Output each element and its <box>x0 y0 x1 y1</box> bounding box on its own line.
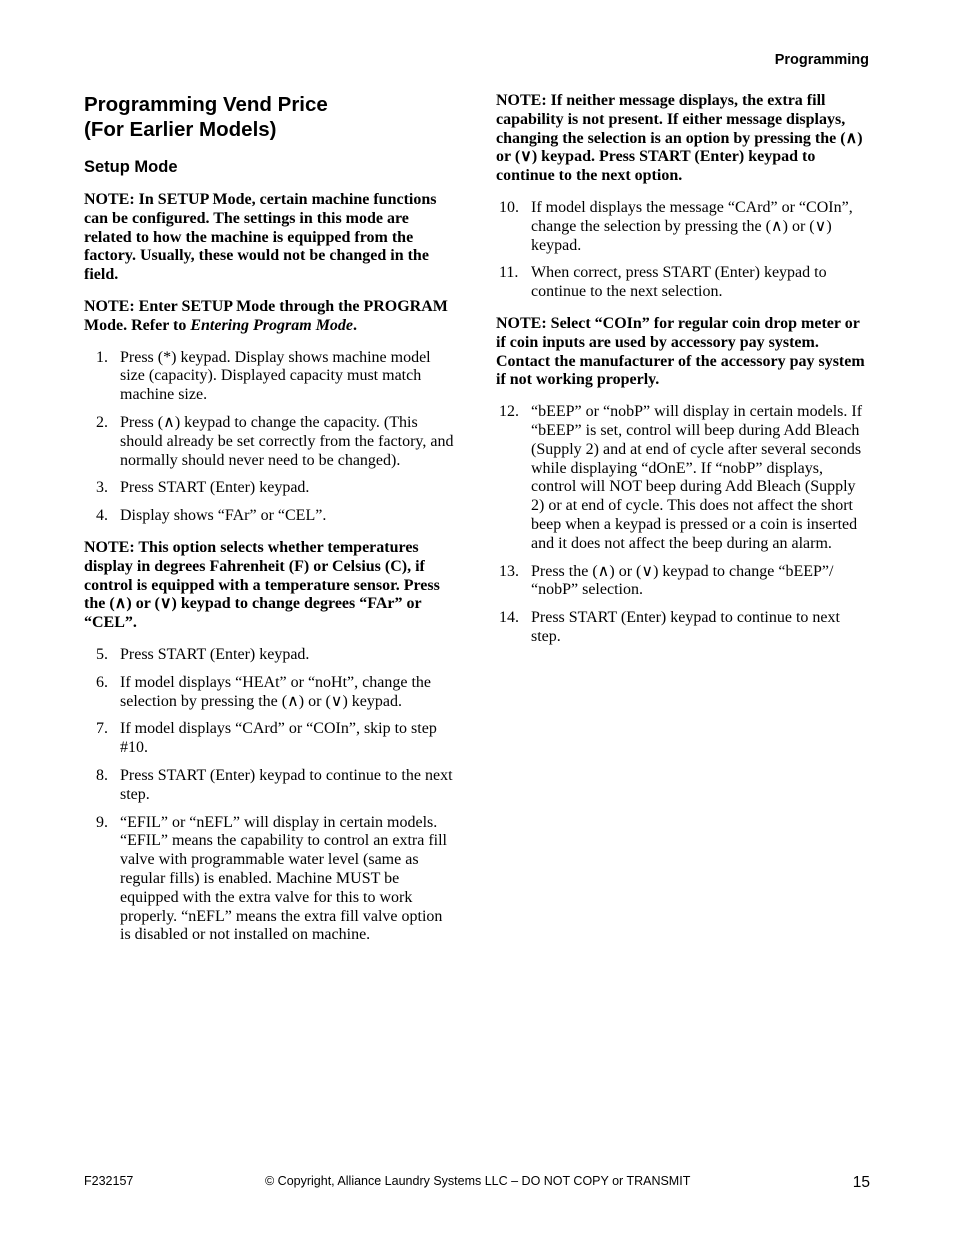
step-item <box>496 264 870 302</box>
step-number: 3. <box>96 479 108 497</box>
step-item <box>84 479 456 498</box>
step-text: Press the (∧) or (∨) keypad to change “bEEP”/ “nobP” selection. <box>531 562 834 599</box>
note-setup-mode: NOTE: In SETUP Mode, certain machine functions can be configured. The settings in this mode are related to how the machine is equipped from the factory. Usually, these would not be changed in the field. <box>84 191 437 284</box>
step-text: If model displays the message “CArd” or “COIn”, change the selection by pressing the (∧) or (∨) keypad. <box>531 198 853 254</box>
left-column <box>84 92 456 958</box>
step-item <box>84 767 456 805</box>
step-number: 4. <box>96 507 108 525</box>
step-text: Display shows “FAr” or “CEL”. <box>120 507 327 525</box>
note-reference: Entering Program Mode <box>190 316 354 334</box>
page-title <box>84 92 456 142</box>
steps-list-b <box>84 646 456 945</box>
step-item <box>84 414 456 470</box>
step-text: When correct, press START (Enter) keypad to continue to the next selection. <box>531 264 827 301</box>
steps-list-a <box>84 349 456 526</box>
document-code: F232157 <box>84 1174 134 1188</box>
step-text: “bEEP” or “nobP” will display in certain models. If “bEEP” is set, control will beep during Add Bleach (Supply 2) and at end of cycle after several seconds while displaying “dOnE”. If “nobP” displays, control will NOT beep during Add Bleach (Supply 2) or at end of cycle. This does not affect the short beep when a keypad is pressed or a coin is inserted and it does not affect the beep during an alarm. <box>531 403 863 552</box>
copyright-notice: © Copyright, Alliance Laundry Systems LLC – DO NOT COPY or TRANSMIT <box>265 1174 691 1188</box>
step-text: Press (*) keypad. Display shows machine model size (capacity). Displayed capacity must match machine size. <box>120 348 431 404</box>
step-number: 12. <box>499 403 519 421</box>
note-enter-setup-end: . <box>353 316 358 334</box>
title-line-1: Programming Vend Price <box>84 93 328 116</box>
note-extra-fill: NOTE: If neither message displays, the extra fill capability is not present. If either message displays, changing the selection is an option by pressing the (∧) or (∨) keypad. Press START (Enter) keypad to continue to the next option. <box>496 92 863 185</box>
step-text: If model displays “CArd” or “COIn”, skip to step #10. <box>120 720 437 757</box>
step-text: Press START (Enter) keypad to continue to next step. <box>531 609 840 645</box>
note-coin: NOTE: Select “COIn” for regular coin drop meter or if coin inputs are used by accessory pay system. Contact the manufacturer of the accessory pay system if not working properly. <box>496 314 865 389</box>
step-number: 14. <box>499 609 519 627</box>
step-text: Press START (Enter) keypad. <box>120 479 310 497</box>
title-line-2: (For Earlier Models) <box>84 118 277 141</box>
step-number: 7. <box>96 720 108 738</box>
step-number: 2. <box>96 413 108 431</box>
step-number: 5. <box>96 645 108 663</box>
step-text: “EFIL” or “nEFL” will display in certain models. “EFIL” means the capability to control an extra fill valve with programmable water level (same as regular fills) is enabled. Machine MUST be equipped with the extra valve for this to work properly. “nEFL” means the extra fill valve option is disabled or not installed on machine. <box>120 813 447 944</box>
section-subtitle: Setup Mode <box>84 158 178 176</box>
step-item <box>496 403 870 553</box>
step-item <box>84 674 456 712</box>
step-number: 13. <box>499 562 519 580</box>
page-number: 15 <box>852 1174 870 1191</box>
step-text: Press START (Enter) keypad to continue to the next step. <box>120 766 453 803</box>
steps-list-d <box>496 403 870 647</box>
step-number: 10. <box>499 198 519 216</box>
steps-list-c <box>496 199 870 302</box>
step-text: If model displays “HEAt” or “noHt”, change the selection by pressing the (∧) or (∨) keypad. <box>120 673 432 710</box>
step-number: 9. <box>96 813 108 831</box>
step-number: 6. <box>96 673 108 691</box>
note-enter-setup-text: NOTE: Enter SETUP Mode through the PROGRAM Mode. Refer to <box>84 297 448 334</box>
step-item <box>496 609 870 647</box>
section-header: Programming <box>774 52 869 68</box>
step-item <box>84 349 456 405</box>
note-temperature: NOTE: This option selects whether temperatures display in degrees Fahrenheit (F) or Celsius (C), if control is equipped with a temperature sensor. Press the (∧) or (∨) keypad to change degrees “FAr” or “CEL”. <box>84 538 440 632</box>
step-item <box>84 720 456 758</box>
step-number: 8. <box>96 766 108 784</box>
step-item <box>496 563 870 601</box>
step-item <box>84 814 456 946</box>
step-number: 11. <box>499 264 519 282</box>
note-enter-setup <box>84 298 456 336</box>
step-item <box>84 646 456 665</box>
right-column <box>496 92 870 660</box>
step-text: Press START (Enter) keypad. <box>120 645 310 663</box>
step-number: 1. <box>96 348 108 366</box>
step-item <box>496 199 870 255</box>
step-text: Press (∧) keypad to change the capacity. (This should already be set correctly from the factory, and normally should never need to be changed). <box>120 413 454 469</box>
step-item <box>84 507 456 526</box>
